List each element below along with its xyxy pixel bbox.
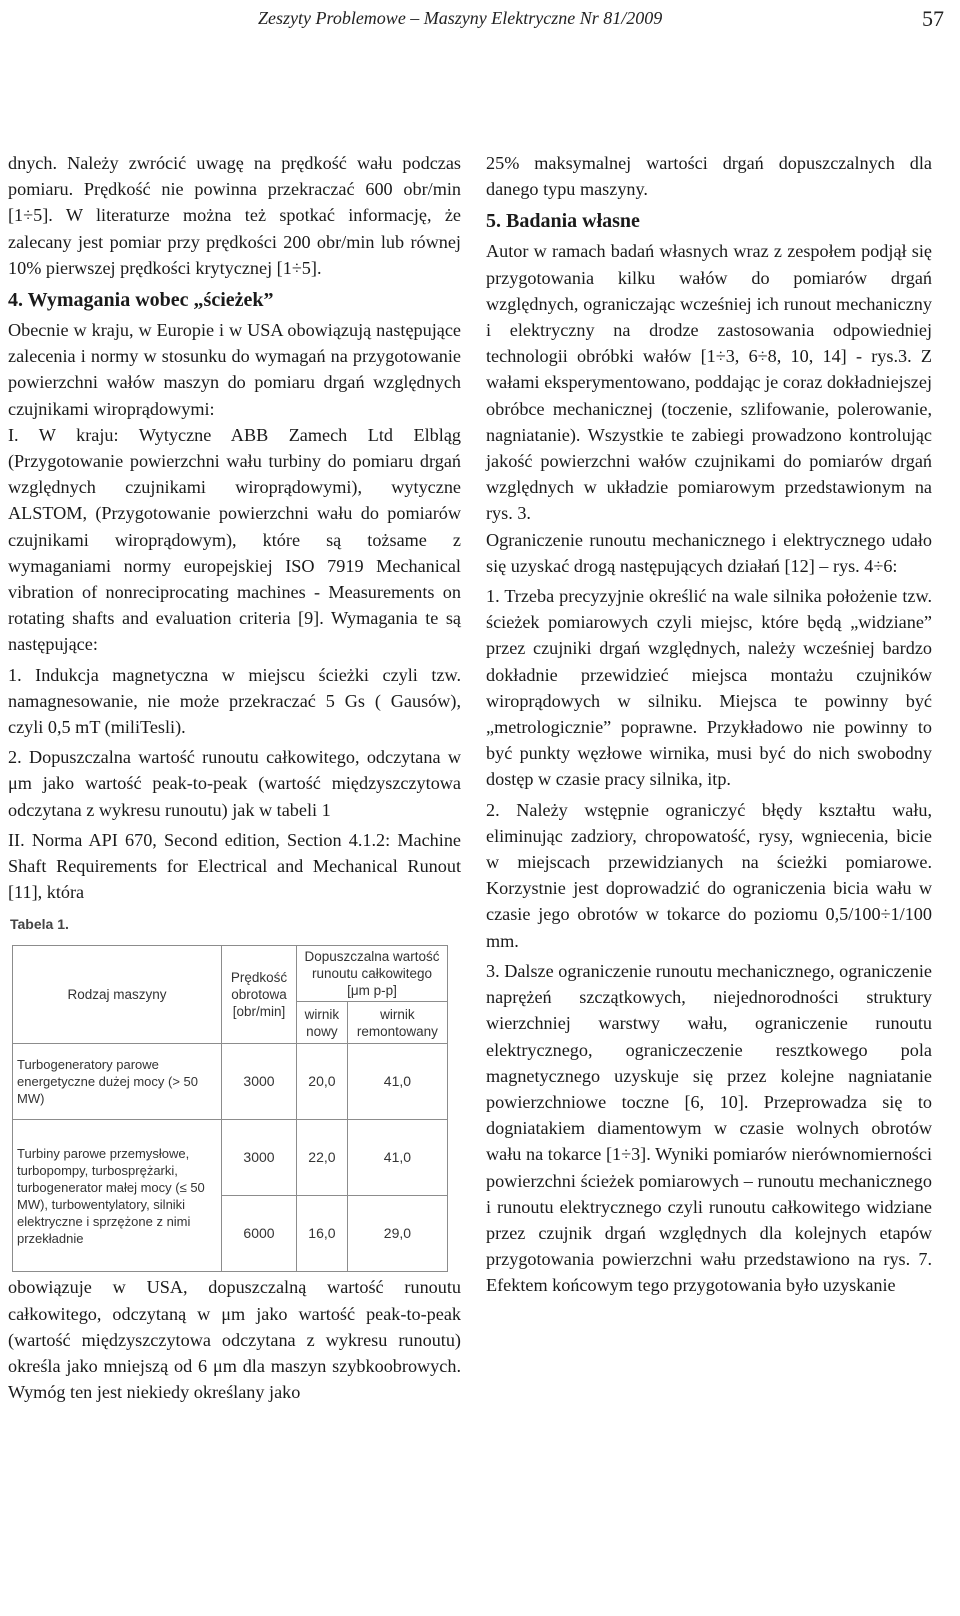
paragraph: 2. Dopuszczalna wartość runoutu całkowitego, odczytana w μm jako wartość peak-to-peak (wartość międzyszczytowa odczytana z wykresu runoutu) jak w tabeli 1 [8, 747, 461, 820]
cell-speed: 3000 [222, 1120, 297, 1196]
paragraph: 2. Należy wstępnie ograniczyć błędy kształtu wału, eliminując zadziory, chropowatość, rysy, wgniecenia, bicie w miejscach przewidzianych na ścieżki pomiarowe. Korzystnie jest doprowadzić do ograniczenia bicia wału w czasie jego obrotów w tokarce do poziomu 0,5/100÷1/100 mm. [486, 799, 932, 951]
section-heading-5: 5. Badania własne [486, 210, 640, 233]
paragraph: Ograniczenie runoutu mechanicznego i elektrycznego udało się uzyskać drogą następujących działań [12] – rys. 4÷6: [486, 529, 932, 576]
paragraph: Autor w ramach badań własnych wraz z zespołem podjął się przygotowania kilku wałów do pomiarów drgań względnych, ograniczając wcześniej ich runout mechaniczny i elektryczny na drodze zastosowania odpowiedniej technologii obróbki wałów [1÷3, 6÷8, 10, 14] - rys.3. Z wałami eksperymentowano, poddając je coraz dokładniejszej obróbce mechanicznej (toczenie, szlifowanie, polerowanie, nagniatanie). Wszystkie te zabiegi prowadzono kontrolując jakość powierzchni wałów czujnikami do pomiarów drgań względnych w układzie pomiarowym przedstawionym na rys. 3. [486, 241, 932, 524]
cell-reman: 41,0 [347, 1044, 447, 1120]
paragraph: dnych. Należy zwrócić uwagę na prędkość wału podczas pomiaru. Prędkość nie powinna przekraczać 600 obr/min [1÷5]. W literaturze można też spotkać informację, że zalecany jest pomiar przy prędkości 200 obr/min lub równej 10% pierwszej prędkości krytycznej [1÷5]. [8, 153, 461, 278]
cell-new: 22,0 [297, 1120, 348, 1196]
header-machine-type: Rodzaj maszyny [13, 946, 222, 1044]
cell-type: Turbogeneratory parowe energetyczne dużej mocy (> 50 MW) [13, 1044, 222, 1120]
cell-reman: 29,0 [347, 1196, 447, 1272]
paragraph: I. W kraju: Wytyczne ABB Zamech Ltd Elbląg (Przygotowanie powierzchni wału turbiny do pomiaru drgań względnych czujnikami wiroprądowymi), wytyczne ALSTOM, (Przygotowanie powierzchni wału do pomiarów czujnikami wiroprądowym), które są tożsame z wymaganiami normy europejskiej ISO 7919 Mechanical vibration of nonreciprocating machines - Measurements on rotating shafts and evaluation criteria [9]. Wymagania te są następujące: [8, 424, 461, 655]
cell-type: Turbiny parowe przemysłowe, turbopompy, turbosprężarki, turbogenerator małej mocy (≤ 50 MW), turbowentylatory, silniki elektryczne i sprzężone z nimi przekładnie [13, 1120, 222, 1272]
header-new-rotor: wirnik nowy [297, 1002, 348, 1044]
cell-new: 16,0 [297, 1196, 348, 1272]
cell-speed: 3000 [222, 1044, 297, 1120]
cell-speed: 6000 [222, 1196, 297, 1272]
cell-reman: 41,0 [347, 1120, 447, 1196]
cell-new: 20,0 [297, 1044, 348, 1120]
right-column [486, 150, 932, 1299]
section-heading-4: 4. Wymagania wobec „ścieżek” [8, 289, 274, 312]
paragraph: II. Norma API 670, Second edition, Section 4.1.2: Machine Shaft Requirements for Electrical and Mechanical Runout [11], która [8, 829, 461, 903]
paragraph: 3. Dalsze ograniczenie runoutu mechanicznego, ograniczenie naprężeń szczątkowych, niejednorodności struktury wierzchniej warstwy wału, ograniczenie runoutu elektrycznego, ograniczeczenie resztkowego pola magnetycznego uzyskuje się przez kolejne nagniatanie powierzchniowe toczne [6, 10]. Przeprowadza się to dogniatakiem diamentowym w czasie wolnych obrotów wału na tokarce [1÷3]. Wyniki pomiarów nierównomierności powierzchni ścieżek pomiarowych – runoutu mechanicznego i runoutu elektrycznego czyli runoutu całkowitego widziane przez czujnik drgań względnych dla kolejnych etapów przygotowania powierzchni wału przedstawiono na rys. 7. Efektem końcowym tego przygotowania było uzyskanie [486, 960, 932, 1296]
header-speed: Prędkość obrotowa [obr/min] [222, 946, 297, 1044]
paragraph: obowiązuje w USA, dopuszczalną wartość runoutu całkowitego, odczytaną w μm jako wartość peak-to-peak (wartość międzyszczytowa odczytana z wykresu runoutu) określa jako mniejszą od 6 μm dla maszyn szybkoobrowych. Wymóg ten jest niekiedy określany jako [8, 1277, 461, 1403]
paragraph: 1. Trzeba precyzyjnie określić na wale silnika położenie tzw. ścieżek pomiarowych czyli miejsc, które będą „widziane” przez czujniki drgań względnych, należy wcześniej bardzo dokładnie przewidzieć miejsca montażu czujników wiroprądowych w silniku. Miejsca te powinny być „metrologicznie” poprawne. Przykładowo nie powinny to być punkty węzłowe wirnika, musi być do nich swobodny dostęp w czasie pracy silnika, itp. [486, 586, 932, 790]
table-1-figure [8, 911, 458, 1266]
paragraph: 25% maksymalnej wartości drgań dopuszczalnych dla danego typu maszyny. [486, 153, 932, 200]
left-column [8, 150, 461, 1406]
header-reman-rotor: wirnik remontowany [347, 1002, 447, 1044]
header-runout: Dopuszczalna wartość runoutu całkowitego [μm p-p] [297, 946, 448, 1002]
table-row [13, 1120, 448, 1196]
paragraph: 1. Indukcja magnetyczna w miejscu ścieżki czyli tzw. namagnesowanie, nie może przekraczać 5 Gs ( Gausów), czyli 0,5 mT (miliTesli). [8, 664, 461, 738]
page-number: 57 [922, 6, 944, 31]
page-header [0, 8, 960, 48]
table-caption: Tabela 1. [10, 916, 69, 933]
table-row [13, 1044, 448, 1120]
journal-title: Zeszyty Problemowe – Maszyny Elektryczne Nr 81/2009 [258, 8, 663, 28]
runout-table [12, 945, 448, 1272]
paragraph: Obecnie w kraju, w Europie i w USA obowiązują następujące zalecenia i normy w stosunku do wymagań na przygotowanie powierzchni wałów maszyn do pomiaru drgań względnych czujnikami wiroprądowymi: [8, 320, 461, 419]
